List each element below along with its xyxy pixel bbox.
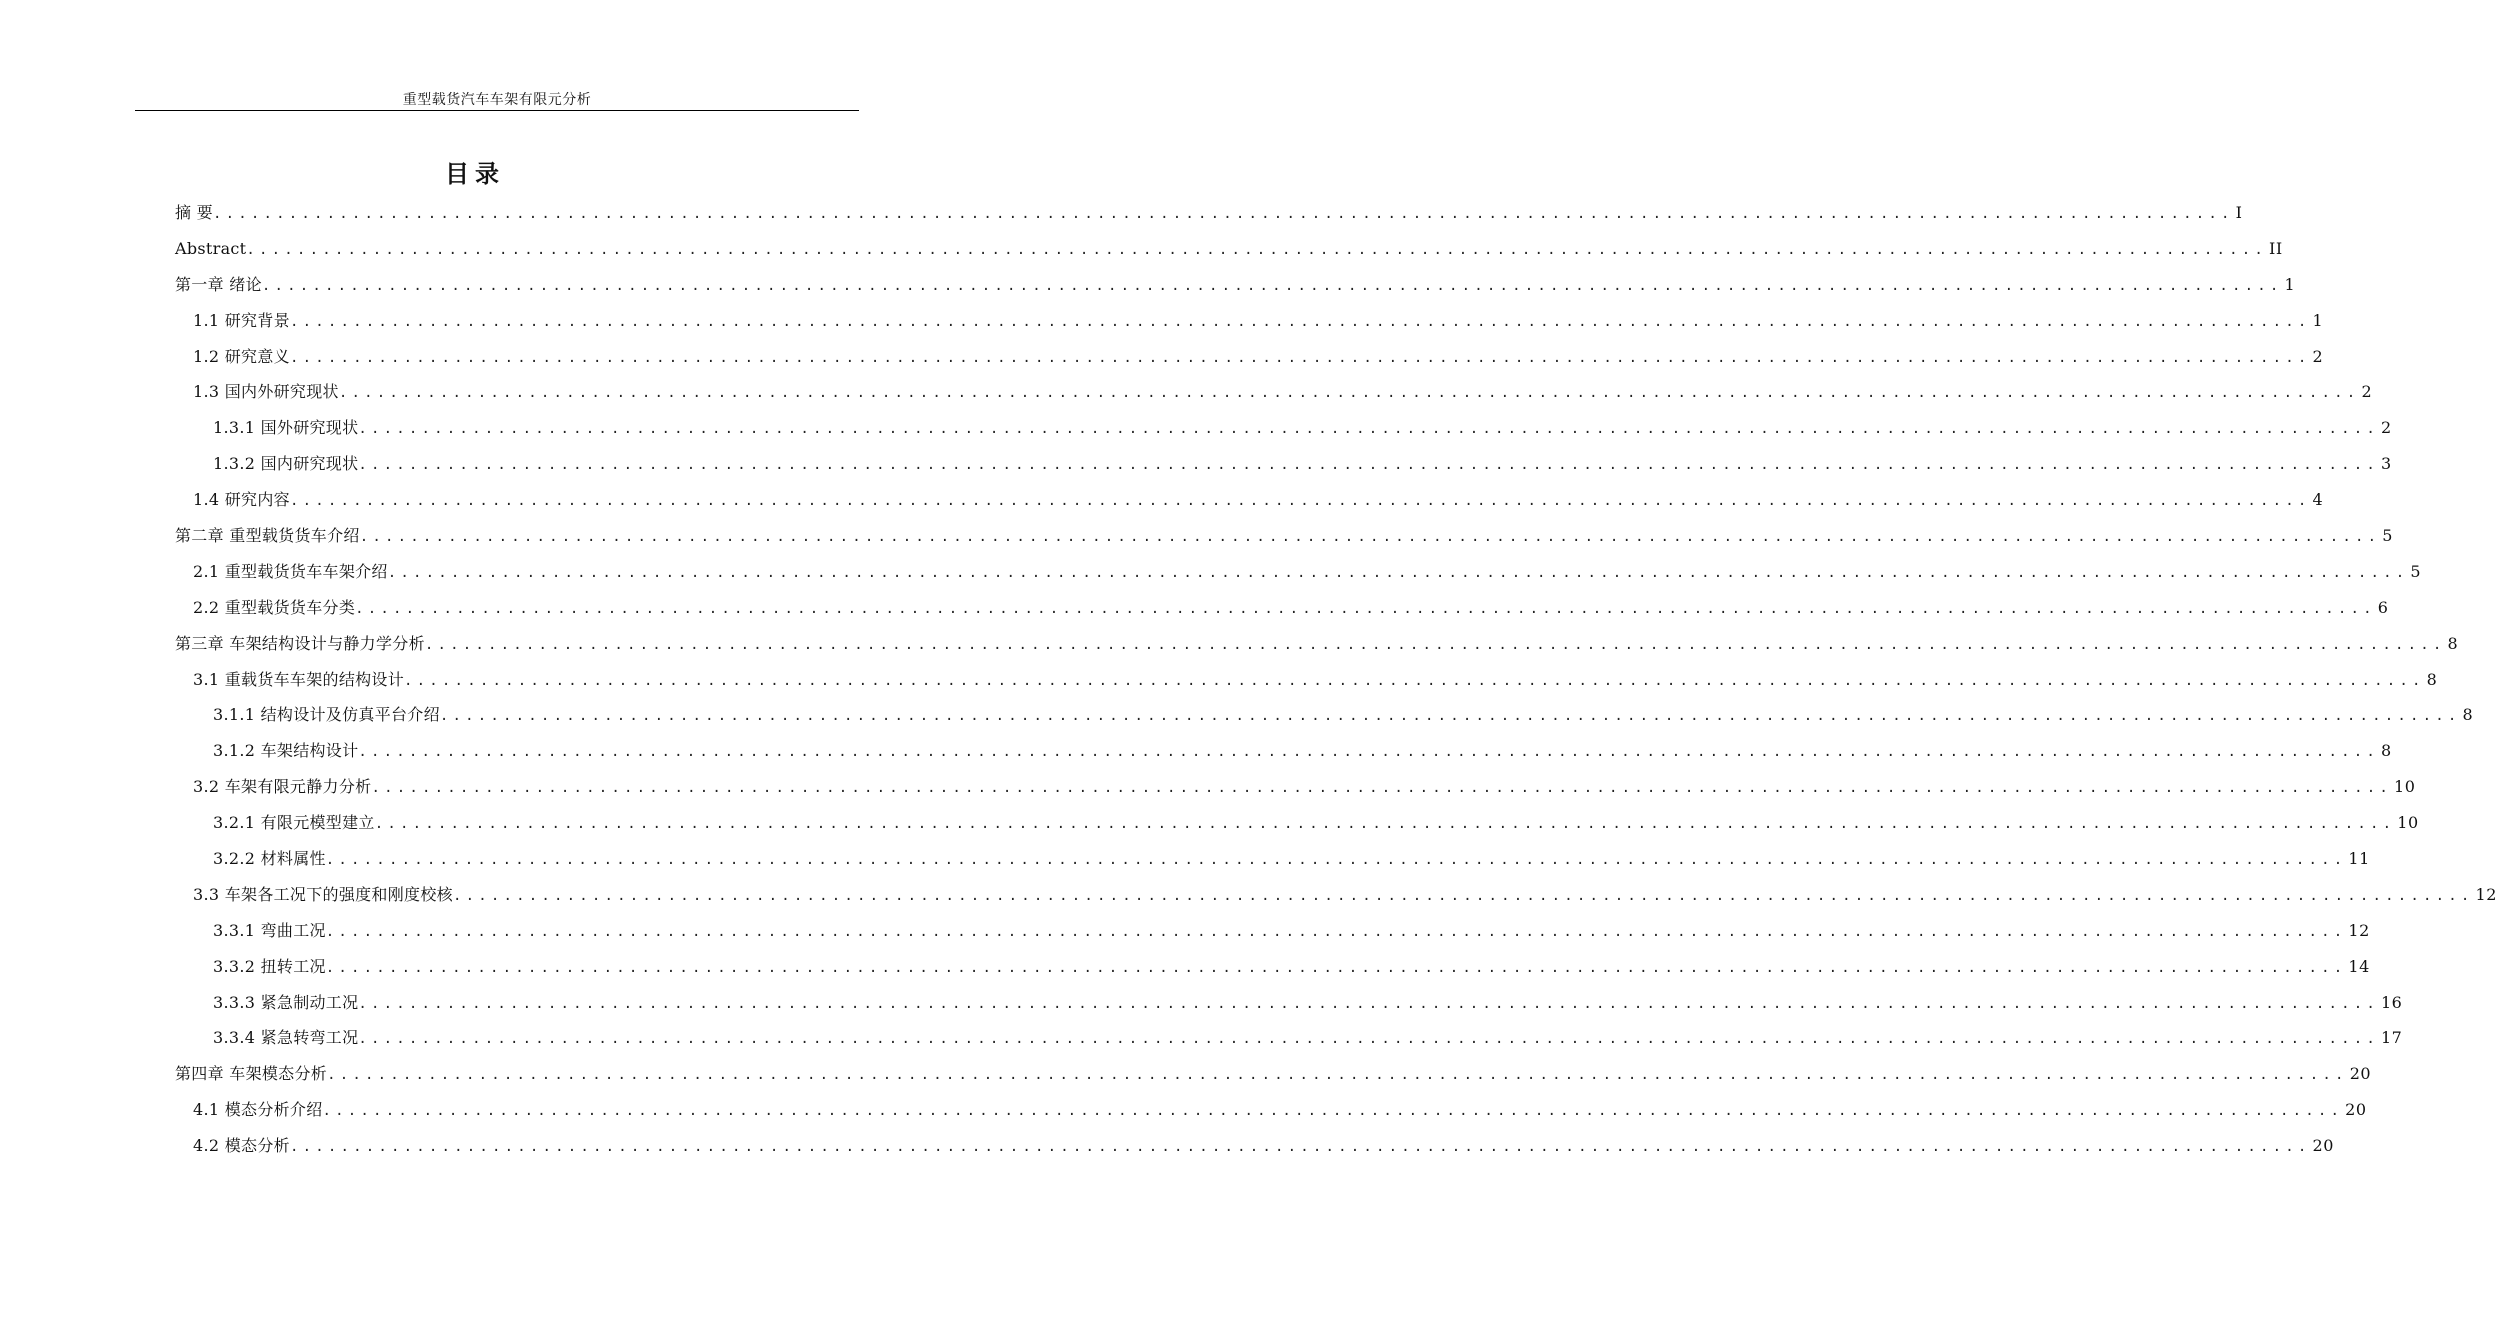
- toc-entry-page: 8: [2462, 705, 2474, 725]
- dot-leader: ................................................................................................................................................................: [358, 421, 2379, 438]
- toc-entry-page: I: [2235, 203, 2243, 222]
- toc-entry-label: 3.3.1 弯曲工况: [213, 920, 326, 940]
- toc-entry[interactable]: [175, 590, 2389, 626]
- toc-title: 目录: [445, 160, 505, 188]
- toc-entry-label: 第三章 车架结构设计与静力学分析: [175, 633, 425, 653]
- toc-entry-label: 1.1 研究背景: [193, 310, 290, 330]
- toc-entry-page: 8: [2426, 669, 2438, 689]
- dot-leader: ................................................................................................................................................................: [246, 241, 2268, 258]
- toc-entry[interactable]: [175, 303, 2324, 339]
- toc-entry-label: 3.1.1 结构设计及仿真平台介绍: [213, 705, 440, 725]
- toc-entry[interactable]: [175, 662, 2438, 698]
- toc-entry[interactable]: [175, 446, 2392, 482]
- toc-entry-label: 3.2.2 材料属性: [213, 849, 326, 869]
- dot-leader: ................................................................................................................................................................: [325, 852, 2347, 869]
- dot-leader: ................................................................................................................................................................: [338, 385, 2360, 402]
- toc-entry-label: 3.3.2 扭转工况: [213, 956, 326, 976]
- toc-entry-label: 3.3 车架各工况下的强度和刚度校核: [193, 884, 453, 904]
- toc-entry-page: 16: [2381, 992, 2403, 1012]
- toc-entry-page: 20: [2345, 1100, 2367, 1120]
- toc-entry[interactable]: [175, 769, 2416, 805]
- toc-entry-label: 1.3.2 国内研究现状: [213, 454, 359, 474]
- toc-entry-label: 4.1 模态分析介绍: [193, 1100, 323, 1120]
- toc-entry-page: II: [2269, 238, 2283, 258]
- dot-leader: ................................................................................................................................................................: [325, 959, 2347, 976]
- toc-entry-label: 1.3.1 国外研究现状: [213, 418, 359, 438]
- toc-entry[interactable]: [175, 841, 2370, 877]
- toc-entry-label: 1.3 国内外研究现状: [193, 382, 339, 402]
- toc-entry-page: 12: [2348, 920, 2370, 940]
- toc-entry[interactable]: [175, 195, 2243, 231]
- toc-entry-page: 20: [2349, 1064, 2372, 1084]
- toc-entry-label: 3.2.1 有限元模型建立: [213, 813, 375, 833]
- toc-entry-label: 4.2 模态分析: [193, 1136, 290, 1156]
- dot-leader: ................................................................................................................................................................: [355, 600, 2376, 617]
- toc-entry-label: 1.2 研究意义: [193, 346, 290, 366]
- toc-entry-page: 5: [2382, 526, 2393, 546]
- toc-entry[interactable]: [175, 1128, 2334, 1164]
- toc-entry-label: 1.4 研究内容: [193, 490, 290, 510]
- dot-leader: ................................................................................................................................................................: [289, 1139, 2311, 1156]
- dot-leader: ................................................................................................................................................................: [322, 1103, 2344, 1120]
- dot-leader: ................................................................................................................................................................: [358, 995, 2379, 1012]
- toc-entry-page: 5: [2410, 561, 2422, 581]
- dot-leader: ................................................................................................................................................................: [439, 708, 2461, 725]
- dot-leader: ................................................................................................................................................................: [213, 206, 2234, 222]
- toc-entry-page: 11: [2348, 849, 2370, 869]
- dot-leader: ................................................................................................................................................................: [404, 672, 2425, 689]
- toc-entry[interactable]: [175, 877, 2497, 913]
- toc-entry[interactable]: [175, 374, 2373, 410]
- dot-leader: ................................................................................................................................................................: [359, 529, 2381, 546]
- toc-entry[interactable]: [175, 1092, 2367, 1128]
- toc-entry[interactable]: [175, 267, 2296, 303]
- dot-leader: ................................................................................................................................................................: [371, 780, 2393, 797]
- table-of-contents: [175, 195, 2497, 1164]
- toc-entry-page: 10: [2394, 777, 2416, 797]
- toc-entry[interactable]: [175, 805, 2419, 841]
- toc-entry-label: 第二章 重型载货货车介绍: [175, 526, 360, 546]
- dot-leader: ................................................................................................................................................................: [452, 887, 2474, 904]
- dot-leader: ................................................................................................................................................................: [358, 457, 2379, 474]
- dot-leader: ................................................................................................................................................................: [289, 493, 2311, 510]
- toc-entry-page: 1: [2312, 310, 2324, 330]
- toc-entry-page: 12: [2475, 884, 2497, 904]
- dot-leader: ................................................................................................................................................................: [387, 564, 2409, 581]
- toc-entry[interactable]: [175, 410, 2392, 446]
- dot-leader: ................................................................................................................................................................: [358, 744, 2379, 761]
- toc-entry-page: 2: [2381, 418, 2392, 438]
- toc-entry-page: 20: [2312, 1136, 2334, 1156]
- toc-entry[interactable]: [175, 626, 2459, 662]
- toc-entry-page: 6: [2377, 597, 2389, 617]
- toc-entry[interactable]: [175, 482, 2324, 518]
- toc-entry-page: 2: [2361, 382, 2373, 402]
- toc-entry[interactable]: [175, 339, 2324, 375]
- header-rule: [135, 110, 859, 111]
- toc-entry-page: 4: [2312, 490, 2324, 510]
- toc-entry[interactable]: [175, 231, 2283, 267]
- toc-entry-label: 2.1 重型载货货车车架介绍: [193, 561, 388, 581]
- toc-entry-page: 3: [2381, 454, 2392, 474]
- toc-entry-label: 第四章 车架模态分析: [175, 1064, 328, 1084]
- toc-entry-page: 2: [2312, 346, 2324, 366]
- toc-entry[interactable]: [175, 985, 2403, 1021]
- dot-leader: ................................................................................................................................................................: [261, 277, 2283, 294]
- toc-entry-page: 8: [2447, 633, 2459, 653]
- dot-leader: ................................................................................................................................................................: [374, 816, 2396, 833]
- dot-leader: ................................................................................................................................................................: [327, 1067, 2348, 1084]
- toc-entry[interactable]: [175, 697, 2474, 733]
- toc-entry-label: 摘 要: [175, 203, 213, 222]
- toc-entry-page: 10: [2397, 813, 2419, 833]
- toc-entry[interactable]: [175, 949, 2370, 985]
- toc-entry-page: 17: [2381, 1028, 2403, 1048]
- toc-entry[interactable]: [175, 1020, 2403, 1056]
- toc-entry-label: 3.1 重载货车车架的结构设计: [193, 669, 405, 689]
- toc-entry-label: Abstract: [175, 238, 247, 258]
- dot-leader: ................................................................................................................................................................: [325, 923, 2347, 940]
- running-header: 重型载货汽车车架有限元分析: [402, 92, 592, 108]
- toc-entry-page: 1: [2284, 274, 2296, 294]
- toc-entry[interactable]: [175, 913, 2370, 949]
- toc-entry[interactable]: [175, 733, 2392, 769]
- toc-entry-label: 3.3.4 紧急转弯工况: [213, 1028, 359, 1048]
- toc-entry-page: 14: [2348, 956, 2370, 976]
- toc-entry-page: 8: [2381, 741, 2392, 761]
- dot-leader: ................................................................................................................................................................: [289, 349, 2311, 366]
- toc-entry[interactable]: [175, 554, 2422, 590]
- toc-entry-label: 第一章 绪论: [175, 274, 262, 294]
- toc-entry-label: 2.2 重型载货货车分类: [193, 597, 356, 617]
- toc-entry-label: 3.3.3 紧急制动工况: [213, 992, 359, 1012]
- toc-entry-label: 3.2 车架有限元静力分析: [193, 777, 372, 797]
- toc-entry-label: 3.1.2 车架结构设计: [213, 741, 359, 761]
- dot-leader: ................................................................................................................................................................: [289, 313, 2311, 330]
- dot-leader: ................................................................................................................................................................: [424, 636, 2446, 653]
- toc-entry[interactable]: [175, 518, 2393, 554]
- dot-leader: ................................................................................................................................................................: [358, 1031, 2379, 1048]
- toc-entry[interactable]: [175, 1056, 2372, 1092]
